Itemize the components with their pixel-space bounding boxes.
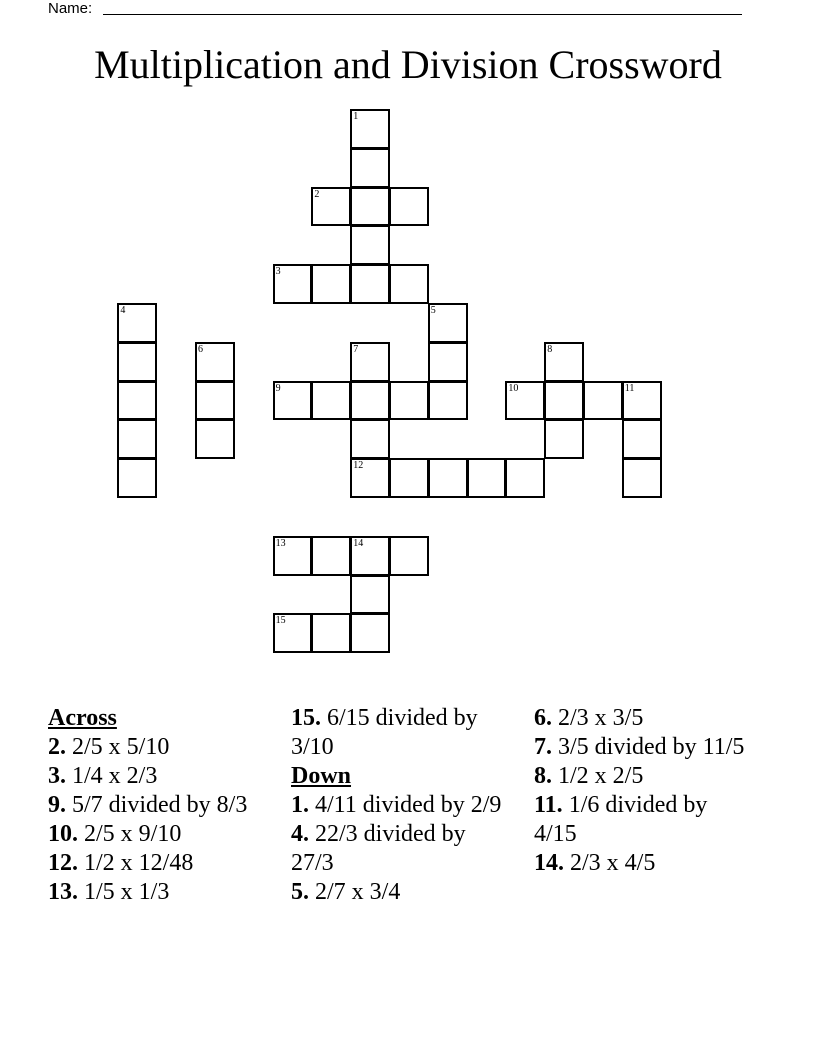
- clue-item-number: 6.: [534, 705, 552, 731]
- clue-item-text: 1/4 x 2/3: [72, 763, 158, 789]
- crossword-cell[interactable]: [350, 381, 390, 421]
- clue-item-text: 1/2 x 12/48: [84, 850, 194, 876]
- crossword-cell[interactable]: [311, 613, 351, 653]
- clue-number: 14: [353, 537, 364, 549]
- crossword-cell[interactable]: [583, 381, 623, 421]
- crossword-cell[interactable]: [195, 342, 235, 382]
- clue-item-text: 6/15 divided by 3/10: [291, 705, 478, 760]
- crossword-cell[interactable]: [117, 381, 157, 421]
- clue-heading: Down: [291, 763, 352, 789]
- clue-number: 12: [353, 460, 364, 472]
- page-title: Multiplication and Division Crossword: [94, 42, 722, 87]
- crossword-cell[interactable]: [428, 303, 468, 343]
- clue-item: [291, 820, 506, 878]
- clue-number: 4: [120, 305, 126, 316]
- clue-item-number: 5.: [291, 879, 309, 905]
- clue-item-number: 8.: [534, 763, 552, 789]
- crossword-cell[interactable]: [389, 536, 429, 576]
- clue-number: 7: [353, 343, 359, 355]
- clue-item-number: 2.: [48, 734, 66, 760]
- crossword-cell[interactable]: [350, 264, 390, 304]
- crossword-cell[interactable]: [428, 381, 468, 421]
- crossword-cell[interactable]: [350, 613, 390, 653]
- clue-item: [534, 762, 749, 791]
- crossword-cell[interactable]: [311, 264, 351, 304]
- clue-item-number: 3.: [48, 763, 66, 789]
- crossword-cell[interactable]: [350, 148, 390, 188]
- crossword-cell[interactable]: [273, 613, 313, 653]
- clue-item: [534, 791, 749, 849]
- crossword-cell[interactable]: [622, 458, 662, 498]
- clue-item: [48, 820, 263, 849]
- crossword-cell[interactable]: [428, 342, 468, 382]
- clue-item-number: 12.: [48, 850, 78, 876]
- clue-item: [48, 733, 263, 762]
- clue-item-number: 9.: [48, 792, 66, 818]
- crossword-cell[interactable]: [350, 342, 390, 382]
- clue-column: [291, 704, 506, 907]
- clue-item-text: 1/2 x 2/5: [558, 763, 644, 789]
- crossword-cell[interactable]: [117, 303, 157, 343]
- clue-item: [48, 878, 263, 907]
- name-label: Name:: [48, 0, 93, 17]
- crossword-cell[interactable]: [273, 264, 313, 304]
- clue-number: 3: [275, 266, 281, 278]
- crossword-cell[interactable]: [505, 458, 545, 498]
- crossword-cell[interactable]: [622, 419, 662, 459]
- clue-number: 6: [198, 343, 203, 355]
- crossword-cell[interactable]: [273, 536, 313, 576]
- clue-item-text: 3/5 divided by 11/5: [558, 734, 745, 760]
- clue-item-number: 15.: [291, 705, 321, 731]
- clue-item-text: 2/3 x 4/5: [570, 850, 656, 876]
- clue-item-number: 11.: [534, 792, 563, 818]
- crossword-cell[interactable]: [389, 381, 429, 421]
- crossword-cell[interactable]: [350, 419, 390, 459]
- clue-item: [48, 849, 263, 878]
- crossword-cell[interactable]: [350, 458, 390, 498]
- clue-item: [534, 733, 749, 762]
- clue-column: [48, 704, 263, 907]
- clue-number: 8: [547, 343, 553, 355]
- clue-item-number: 10.: [48, 821, 78, 847]
- clue-number: 13: [275, 537, 286, 549]
- clue-column: [534, 704, 749, 878]
- clue-item-text: 1/5 x 1/3: [84, 879, 170, 905]
- crossword-cell[interactable]: [117, 458, 157, 498]
- clue-item-text: 2/5 x 9/10: [84, 821, 182, 847]
- crossword-cell[interactable]: [622, 381, 662, 421]
- crossword-cell[interactable]: [389, 264, 429, 304]
- clue-item-text: 5/7 divided by 8/3: [72, 792, 248, 818]
- crossword-cell[interactable]: [273, 381, 313, 421]
- crossword-cell[interactable]: [195, 381, 235, 421]
- clue-item: [48, 762, 263, 791]
- crossword-cell[interactable]: [117, 342, 157, 382]
- crossword-cell[interactable]: [350, 225, 390, 265]
- crossword-cell[interactable]: [389, 187, 429, 227]
- clue-number: 9: [275, 382, 281, 394]
- clue-number: 5: [430, 305, 436, 316]
- clue-number: 11: [624, 382, 635, 394]
- clue-number: 15: [275, 615, 286, 627]
- clue-item-text: 2/5 x 5/10: [72, 734, 170, 760]
- clue-number: 2: [314, 188, 320, 200]
- crossword-cell[interactable]: [350, 187, 390, 227]
- crossword-cell[interactable]: [350, 575, 390, 615]
- crossword-cell[interactable]: [467, 458, 507, 498]
- clue-number: 1: [353, 111, 359, 122]
- clue-item: [534, 849, 749, 878]
- clue-item-text: 4/11 divided by 2/9: [315, 792, 502, 818]
- crossword-cell[interactable]: [389, 458, 429, 498]
- clue-item-text: 22/3 divided by 27/3: [291, 821, 466, 876]
- crossword-cell[interactable]: [311, 536, 351, 576]
- clue-item-number: 13.: [48, 879, 78, 905]
- crossword-cell[interactable]: [311, 381, 351, 421]
- clue-item: [291, 878, 506, 907]
- clue-item-text: 2/7 x 3/4: [315, 879, 401, 905]
- clue-item-number: 14.: [534, 850, 564, 876]
- clue-item: [291, 791, 506, 820]
- clue-item-text: 1/6 divided by 4/15: [534, 792, 708, 847]
- clue-heading: Across: [48, 705, 117, 731]
- clue-item: [48, 791, 263, 820]
- crossword-cell[interactable]: [544, 419, 584, 459]
- crossword-cell[interactable]: [428, 458, 468, 498]
- crossword-cell[interactable]: [544, 342, 584, 382]
- clue-item-text: 2/3 x 3/5: [558, 705, 644, 731]
- crossword-cell[interactable]: [350, 536, 390, 576]
- crossword-cell[interactable]: [195, 419, 235, 459]
- clue-item: [534, 704, 749, 733]
- crossword-cell[interactable]: [544, 381, 584, 421]
- crossword-cell[interactable]: [311, 187, 351, 227]
- clue-item-number: 1.: [291, 792, 309, 818]
- clue-item: [291, 704, 506, 762]
- crossword-cell[interactable]: [350, 109, 390, 149]
- clue-item-number: 4.: [291, 821, 309, 847]
- crossword-cell[interactable]: [505, 381, 545, 421]
- clue-number: 10: [508, 382, 519, 394]
- clue-item-number: 7.: [534, 734, 552, 760]
- crossword-cell[interactable]: [117, 419, 157, 459]
